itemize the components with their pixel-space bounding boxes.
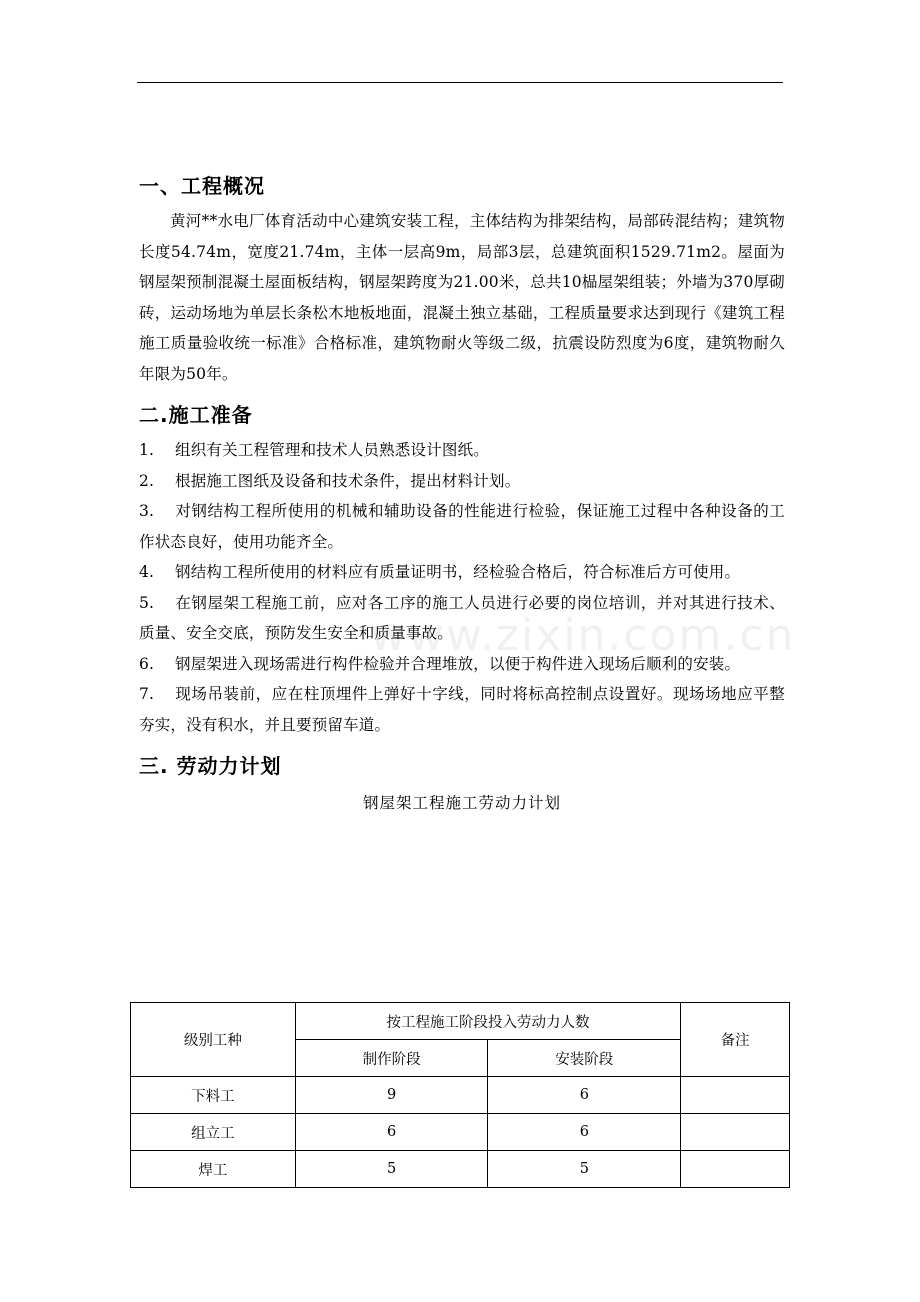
cell-make: 6 bbox=[295, 1114, 488, 1151]
cell-type: 下料工 bbox=[131, 1077, 296, 1114]
list-item bbox=[139, 496, 785, 557]
section-heading-labor: 三. 劳动力计划 bbox=[139, 754, 282, 778]
preparation-list bbox=[139, 435, 785, 740]
header-cell-install: 安装阶段 bbox=[488, 1040, 681, 1077]
list-text: 根据施工图纸及设备和技术条件，提出材料计划。 bbox=[175, 471, 521, 490]
cell-make: 5 bbox=[295, 1151, 488, 1188]
list-number: 7. bbox=[139, 685, 155, 703]
list-number: 6. bbox=[139, 654, 155, 673]
header-cell-group: 按工程施工阶段投入劳动力人数 bbox=[295, 1003, 680, 1040]
list-number: 4. bbox=[139, 563, 155, 581]
header-rule bbox=[137, 82, 783, 83]
header-cell-note: 备注 bbox=[681, 1003, 790, 1077]
header-cell-make: 制作阶段 bbox=[295, 1040, 488, 1077]
table-row bbox=[131, 1114, 790, 1151]
labor-plan-table bbox=[130, 1002, 790, 1188]
cell-install: 6 bbox=[488, 1077, 681, 1114]
table-header-row bbox=[131, 1003, 790, 1040]
list-item bbox=[139, 588, 785, 649]
list-item bbox=[139, 557, 785, 588]
document-body bbox=[139, 168, 785, 818]
cell-note bbox=[681, 1077, 790, 1114]
cell-type: 组立工 bbox=[131, 1114, 296, 1151]
header-cell-type: 级别工种 bbox=[131, 1003, 296, 1077]
list-item bbox=[139, 435, 785, 466]
list-number: 2. bbox=[139, 471, 155, 490]
table-caption: 钢屋架工程施工劳动力计划 bbox=[362, 794, 561, 812]
list-text: 组织有关工程管理和技术人员熟悉设计图纸。 bbox=[175, 441, 490, 459]
list-text: 钢屋架进入现场需进行构件检验并合理堆放，以便于构件进入现场后顺利的安装。 bbox=[175, 654, 741, 673]
cell-note bbox=[681, 1114, 790, 1151]
cell-make: 9 bbox=[295, 1077, 488, 1114]
list-number: 5. bbox=[139, 593, 155, 612]
cell-install: 5 bbox=[488, 1151, 681, 1188]
table-row bbox=[131, 1077, 790, 1114]
list-number: 1. bbox=[139, 441, 155, 459]
cell-install: 6 bbox=[488, 1114, 681, 1151]
list-item bbox=[139, 649, 785, 680]
list-text: 对钢结构工程所使用的机械和辅助设备的性能进行检验，保证施工过程中各种设备的工作状态良好，使用功能齐全。 bbox=[139, 502, 785, 551]
list-number: 3. bbox=[139, 502, 155, 520]
list-text: 现场吊装前，应在柱顶埋件上弹好十字线，同时将标高控制点设置好。现场场地应平整夯实，没有积水，并且要预留车道。 bbox=[139, 685, 785, 734]
list-item bbox=[139, 466, 785, 497]
overview-paragraph: 黄河**水电厂体育活动中心建筑安装工程，主体结构为排架结构，局部砖混结构；建筑物长度54.74m，宽度21.74m，主体一层高9m，局部3层，总建筑面积1529.71m2。屋面为钢屋架预制混凝土屋面板结构，钢屋架跨度为21.00米，总共10榀屋架组装；外墙为370厚砌砖，运动场地为单层长条松木地板地面，混凝土独立基础，工程质量要求达到现行《建筑工程施工质量验收统一标准》合格标准，建筑物耐火等级二级，抗震设防烈度为6度，建筑物耐久年限为50年。 bbox=[139, 212, 785, 383]
list-item bbox=[139, 679, 785, 740]
table-row bbox=[131, 1151, 790, 1188]
list-text: 钢结构工程所使用的材料应有质量证明书，经检验合格后，符合标准后方可使用。 bbox=[175, 563, 741, 581]
watermark: www.zixin.com.cn bbox=[370, 610, 796, 661]
section-heading-preparation: 二.施工准备 bbox=[139, 403, 253, 427]
list-text: 在钢屋架工程施工前，应对各工序的施工人员进行必要的岗位培训，并对其进行技术、质量、安全交底，预防发生安全和质量事故。 bbox=[139, 593, 785, 642]
cell-type: 焊工 bbox=[131, 1151, 296, 1188]
cell-note bbox=[681, 1151, 790, 1188]
section-heading-overview: 一、工程概况 bbox=[139, 174, 265, 198]
